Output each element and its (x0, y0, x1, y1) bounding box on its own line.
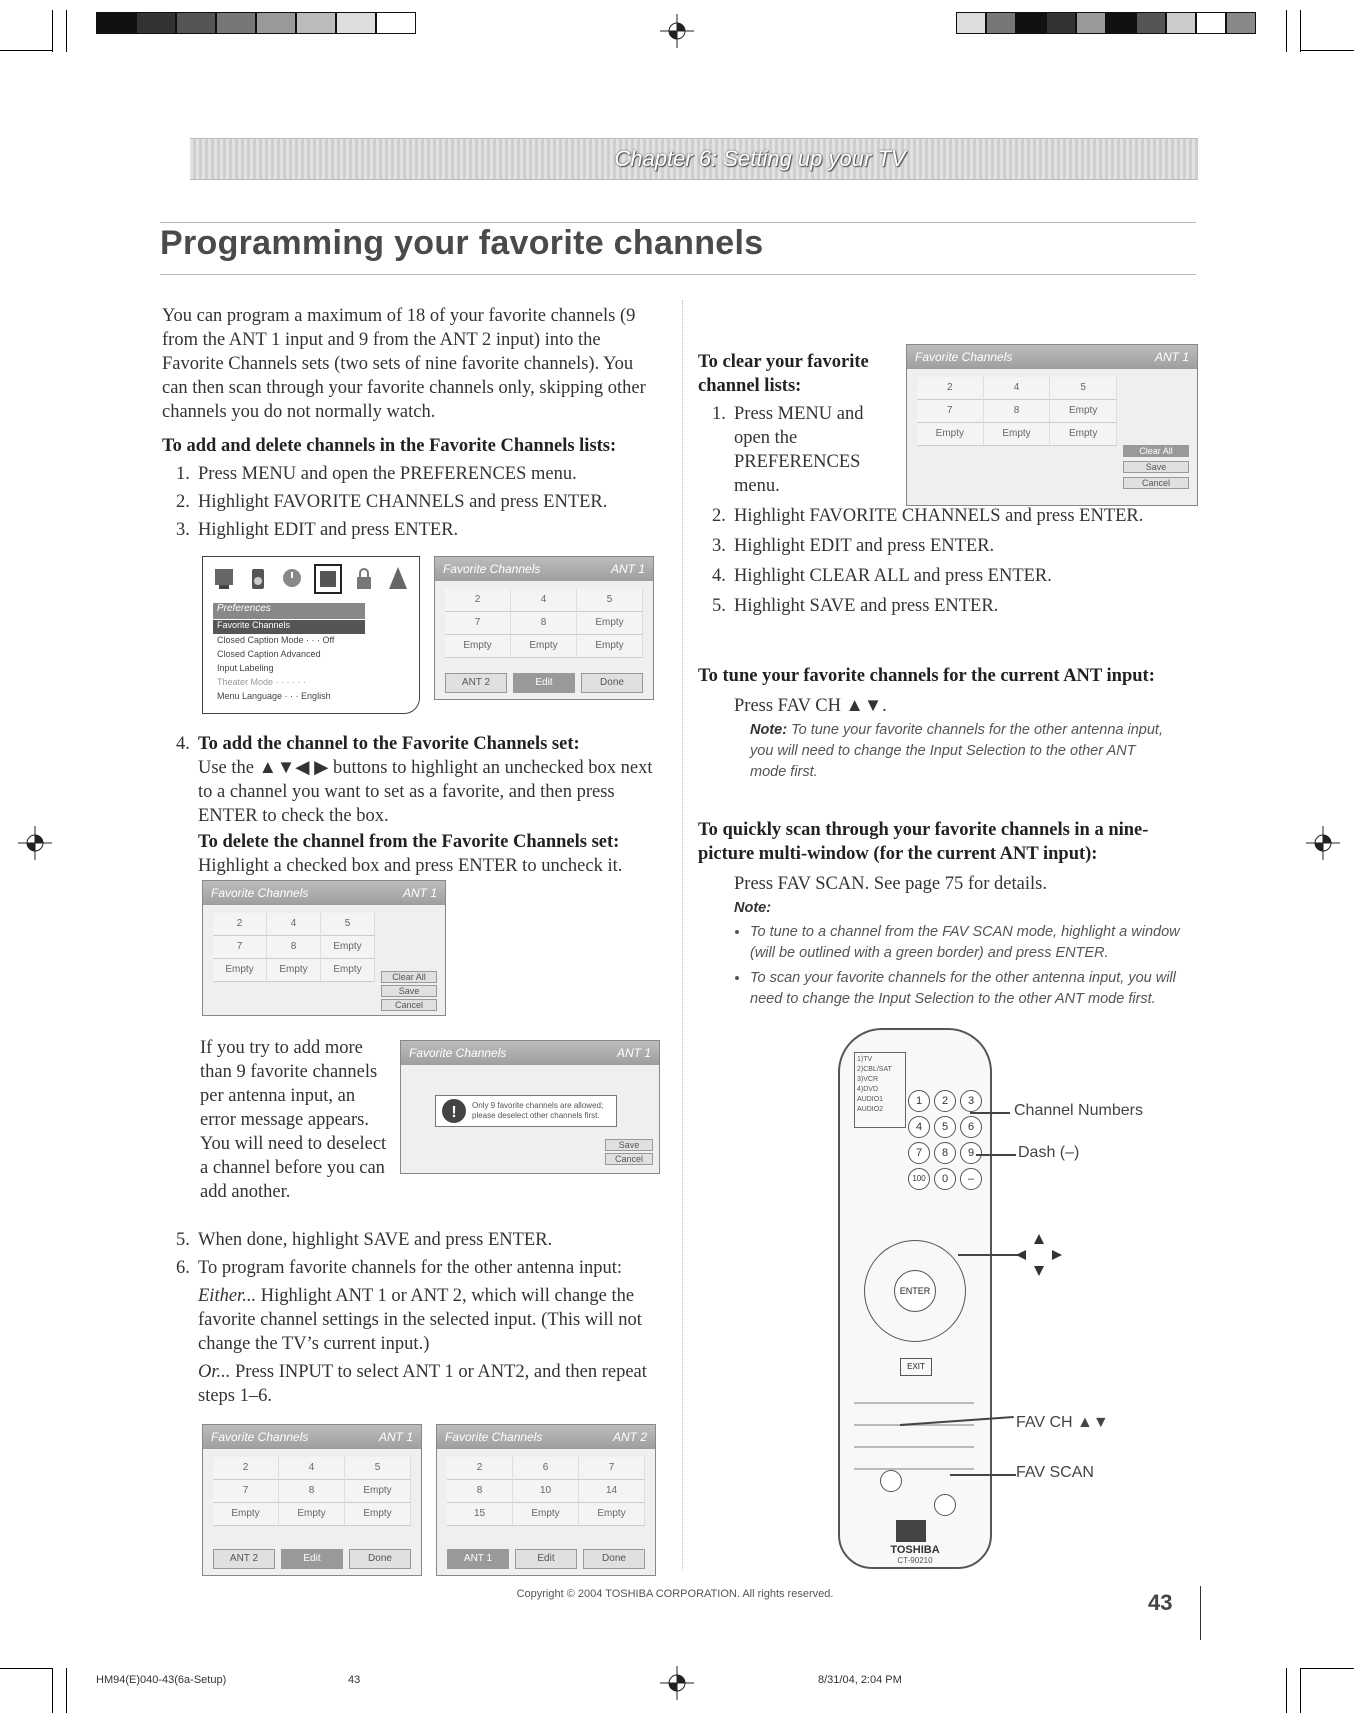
grid-cell[interactable]: 2 (213, 913, 267, 936)
warning-icon (440, 1097, 468, 1125)
menu-item-cc-advanced[interactable]: Closed Caption Advanced (217, 649, 321, 659)
step5-number: 5. (176, 1230, 190, 1250)
window-header (401, 1041, 659, 1065)
crop-mark-bl-v2 (66, 1668, 67, 1713)
menu-item-favorite-channels[interactable]: Favorite Channels (213, 620, 365, 634)
grid-cell[interactable]: 7 (917, 400, 984, 423)
grid-cell[interactable]: Empty (321, 959, 375, 982)
grid-cell[interactable]: 5 (577, 589, 643, 612)
list-item: 4. Highlight CLEAR ALL and press ENTER. (712, 566, 1052, 586)
grid-cell[interactable]: Empty (984, 423, 1051, 446)
rule-under-title (160, 274, 1196, 275)
grid-cell[interactable]: Empty (213, 1503, 279, 1526)
window-header (435, 557, 653, 581)
window-header (437, 1425, 655, 1449)
window-buttons (447, 1549, 645, 1569)
crop-mark-tl-v2 (66, 10, 67, 52)
step4-heading: To add the channel to the Favorite Channels set: (198, 734, 580, 754)
tune-note-text: To tune your favorite channels for the other antenna input, you will need to change the Input Selection to the other ANT mode first. (750, 722, 1163, 780)
transport-buttons (854, 1390, 974, 1470)
grid-cell[interactable]: Empty (1050, 423, 1117, 446)
grid-cell[interactable]: 2 (447, 1457, 513, 1480)
grid-cell[interactable]: Empty (267, 959, 321, 982)
crop-mark-tr (1300, 50, 1354, 51)
crop-mark-br (1300, 1668, 1354, 1669)
error-message: Only 9 favorite channels are allowed; please deselect other channels first. (472, 1101, 604, 1120)
step4-text: Use the ▲▼◀ ▶ buttons to highlight an unchecked box next to a channel you want to set as a favorite, and then press ENTER to check the box. (198, 758, 653, 826)
either-paragraph (198, 1284, 662, 1356)
grid-cell[interactable]: 8 (984, 400, 1051, 423)
ant2-button[interactable]: ANT 2 (213, 1549, 275, 1569)
slug-page: 43 (348, 1674, 361, 1686)
fav-ch-button[interactable] (880, 1470, 902, 1492)
cancel-button[interactable]: Cancel (605, 1153, 653, 1165)
grid-cell[interactable]: 2 (445, 589, 511, 612)
window-title: Favorite Channels (445, 1430, 543, 1444)
grid-cell[interactable]: Empty (279, 1503, 345, 1526)
crop-mark-tl (0, 50, 52, 51)
scan-heading: To quickly scan through your favorite channels in a nine-picture multi-window (for the current ANT input): (698, 820, 1149, 864)
ant2-button[interactable]: ANT 2 (445, 673, 507, 693)
grid-cell[interactable]: Empty (445, 635, 511, 658)
menu-item-theater-mode[interactable]: Theater Mode · · · · · · (217, 677, 307, 687)
grid-cell[interactable]: 6 (513, 1457, 579, 1480)
remote-key-6[interactable]: 6 (960, 1116, 982, 1138)
crop-mark-bl (0, 1668, 52, 1669)
menu-title: Preferences (213, 603, 365, 619)
scan-note-label: Note: (734, 900, 772, 916)
edit-button[interactable]: Edit (513, 673, 575, 693)
remote-key-2[interactable]: 2 (934, 1090, 956, 1112)
step4 (176, 732, 656, 878)
channel-grid (213, 913, 375, 982)
copyright: Copyright © 2004 TOSHIBA CORPORATION. All rights reserved. (516, 1588, 834, 1600)
list-item: 3. Highlight EDIT and press ENTER. (712, 536, 995, 556)
add-delete-steps (176, 462, 656, 542)
menu-item-cc-mode[interactable]: Closed Caption Mode · · · Off (217, 635, 335, 645)
window-ant-label: ANT 1 (402, 886, 437, 900)
remote-control (838, 1028, 992, 1569)
remote-key-8[interactable]: 8 (934, 1142, 956, 1164)
registration-target-right-icon (1306, 826, 1340, 860)
window-buttons (445, 673, 643, 693)
cancel-button[interactable]: Cancel (381, 999, 437, 1011)
fav-scan-button[interactable] (934, 1494, 956, 1516)
list-item: 1. Press MENU and open the PREFERENCES menu. (712, 404, 864, 496)
grid-cell[interactable]: 7 (213, 936, 267, 959)
grid-cell[interactable]: 7 (445, 612, 511, 635)
delete-text: Highlight a checked box and press ENTER to uncheck it. (198, 856, 623, 876)
menu-icon-row (211, 563, 411, 599)
page-number: 43 (1148, 1590, 1173, 1615)
step4-number: 4. (176, 734, 190, 754)
slug-file: HM94(E)040-43(6a-Setup) (96, 1674, 227, 1686)
remote-key-3[interactable]: 3 (960, 1090, 982, 1112)
done-button[interactable]: Done (349, 1549, 411, 1569)
crop-mark-bl-v (52, 1668, 53, 1713)
clear-heading: To clear your favorite channel lists: (698, 352, 869, 396)
callout-line-fav-scan (950, 1474, 1016, 1476)
tune-note (750, 720, 1170, 783)
list-item: 5. Highlight SAVE and press ENTER. (712, 596, 999, 616)
clear-all-button[interactable]: Clear All (381, 971, 437, 983)
grid-cell[interactable]: 5 (345, 1457, 411, 1480)
grid-cell[interactable]: 4 (267, 913, 321, 936)
callout-line-dash (976, 1154, 1016, 1156)
grid-cell[interactable]: Empty (345, 1503, 411, 1526)
grid-cell[interactable]: Empty (579, 1503, 645, 1526)
save-button[interactable]: Save (605, 1139, 653, 1151)
window-title: Favorite Channels (443, 562, 541, 576)
input-selector: 1)TV 2)CBL/SAT 3)VCR 4)DVD AUDIO1 AUDIO2 (854, 1052, 906, 1128)
callout-channel-numbers: Channel Numbers (1014, 1102, 1143, 1119)
remote-key-100[interactable]: 100 (908, 1168, 930, 1190)
list-item: 2. Highlight FAVORITE CHANNELS and press ENTER. (712, 506, 1144, 526)
done-button[interactable]: Done (583, 1549, 645, 1569)
window-ant-label: ANT 2 (612, 1430, 647, 1444)
crop-mark-tl-v (52, 10, 53, 52)
list-item (176, 1228, 662, 1252)
step6-text: To program favorite channels for the other antenna input: (198, 1258, 623, 1278)
grid-cell[interactable]: 4 (984, 377, 1051, 400)
window-title: Favorite Channels (915, 350, 1013, 364)
speaker-icon (245, 563, 271, 593)
grid-cell[interactable]: Empty (917, 423, 984, 446)
list-item (176, 1256, 662, 1408)
callout-line-channel-numbers (970, 1112, 1010, 1114)
page-title: Programming your favorite channels (160, 224, 764, 262)
window-ant-label: ANT 1 (378, 1430, 413, 1444)
step6-number: 6. (176, 1258, 190, 1278)
crop-mark-tr-v2 (1286, 10, 1287, 52)
cancel-button[interactable]: Cancel (1123, 477, 1189, 489)
either-label: Either... (198, 1286, 257, 1306)
slug-date: 8/31/04, 2:04 PM (818, 1674, 902, 1686)
scan-text: Press FAV SCAN. See page 75 for details. (734, 874, 1047, 894)
enter-button[interactable]: ENTER (894, 1270, 936, 1312)
error-dialog (435, 1095, 617, 1127)
callout-dash: Dash (–) (1018, 1144, 1080, 1161)
registration-target-icon (660, 14, 694, 48)
grid-cell[interactable]: Empty (577, 612, 643, 635)
crop-mark-br-v2 (1286, 1668, 1287, 1713)
grid-cell[interactable]: Empty (345, 1480, 411, 1503)
remote-key-5[interactable]: 5 (934, 1116, 956, 1138)
color-bar-right (956, 12, 1256, 34)
list-item: 3. Highlight EDIT and press ENTER. (176, 520, 459, 540)
remote-key-9[interactable]: 9 (960, 1142, 982, 1164)
callout-fav-scan: FAV SCAN (1016, 1464, 1094, 1481)
arrow-keys-icon (1014, 1232, 1064, 1278)
color-bar-left (96, 12, 416, 34)
window-ant-label: ANT 1 (610, 562, 645, 576)
done-button[interactable]: Done (581, 673, 643, 693)
window-buttons (213, 1549, 411, 1569)
window-header (203, 881, 445, 905)
rule-top (160, 222, 1196, 223)
crop-mark-tr-v (1300, 10, 1301, 52)
remote-key-1[interactable]: 1 (908, 1090, 930, 1112)
or-text: Press INPUT to select ANT 1 or ANT2, and then repeat steps 1–6. (198, 1362, 647, 1406)
list-item: • To tune to a channel from the FAV SCAN mode, highlight a window (will be outlined with a green border) and press ENTER. (750, 922, 1190, 964)
scan-note-bullets (734, 922, 1190, 1010)
grid-cell[interactable]: 8 (279, 1480, 345, 1503)
clear-steps (712, 402, 1192, 618)
grid-cell[interactable]: 15 (447, 1503, 513, 1526)
favorite-channels-window-a (434, 556, 654, 700)
edit-channels-window (202, 880, 446, 1016)
grid-cell[interactable]: Empty (213, 959, 267, 982)
callout-fav-ch: FAV CH ▲▼ (1016, 1414, 1109, 1431)
steps-5-6 (176, 1228, 662, 1408)
list-item: • To scan your favorite channels for the other antenna input, you will need to change the Input Selection to the other ANT mode first. (750, 968, 1190, 1010)
page-number-rule (1200, 1586, 1201, 1640)
or-paragraph (198, 1360, 662, 1408)
grid-cell[interactable]: 8 (267, 936, 321, 959)
save-button[interactable]: Save (1123, 461, 1189, 473)
crop-mark-br-v (1300, 1668, 1301, 1713)
channel-grid (445, 589, 643, 658)
or-label: Or... (198, 1362, 231, 1382)
more-channels-text: If you try to add more than 9 favorite channels per antenna input, an error message appears. You will need to deselect a channel before you can add another. (200, 1038, 387, 1202)
edit-button[interactable]: Edit (515, 1549, 577, 1569)
preferences-menu-screenshot (202, 556, 420, 714)
menu-item-input-labeling[interactable]: Input Labeling (217, 663, 274, 673)
column-divider (682, 300, 683, 1570)
favorite-channels-window-ant1 (202, 1424, 422, 1576)
add-delete-heading: To add and delete channels in the Favorite Channels lists: (162, 436, 617, 456)
channel-grid (213, 1457, 411, 1526)
grid-cell[interactable]: 2 (917, 377, 984, 400)
brand-logo: TOSHIBA (890, 1544, 940, 1556)
grid-cell[interactable]: 10 (513, 1480, 579, 1503)
list-item: 1. Press MENU and open the PREFERENCES menu. (176, 464, 577, 484)
grid-cell[interactable]: Empty (513, 1503, 579, 1526)
channel-grid (447, 1457, 645, 1526)
list-item: 2. Highlight FAVORITE CHANNELS and press ENTER. (176, 492, 608, 512)
model-number: CT-90210 (897, 1556, 933, 1565)
chapter-title: Chapter 6: Setting up your TV (614, 146, 906, 171)
step5-text: When done, highlight SAVE and press ENTER. (198, 1230, 553, 1250)
clear-all-button[interactable]: Clear All (1123, 445, 1189, 457)
grid-cell[interactable]: Empty (1050, 400, 1117, 423)
registration-target-bottom-icon (660, 1666, 694, 1700)
grid-cell[interactable]: Empty (577, 635, 643, 658)
grid-cell[interactable]: 4 (279, 1457, 345, 1480)
list-item (176, 732, 656, 878)
svg-text:!: ! (451, 1104, 457, 1121)
delete-heading: To delete the channel from the Favorite Channels set: (198, 832, 620, 852)
grid-cell[interactable]: 7 (213, 1480, 279, 1503)
window-header (907, 345, 1197, 369)
window-ant-label: ANT 1 (1154, 350, 1189, 364)
tune-heading: To tune your favorite channels for the current ANT input: (698, 666, 1155, 686)
setup-icon (385, 563, 411, 593)
grid-cell[interactable]: Empty (321, 936, 375, 959)
remote-key-dash[interactable]: – (960, 1168, 982, 1190)
tv-guide-logo (896, 1520, 926, 1542)
edit-button[interactable]: Edit (281, 1549, 343, 1569)
grid-cell[interactable]: 4 (511, 589, 577, 612)
window-ant-label: ANT 1 (616, 1046, 651, 1060)
intro-paragraph: You can program a maximum of 18 of your favorite channels (9 from the ANT 1 input and 9 from the ANT 2 input) into the Favorite Channels sets (two sets of nine favorite channels). You can then scan through your favorite channels only, skipping other channels you do not normally watch. (162, 306, 646, 422)
remote-key-4[interactable]: 4 (908, 1116, 930, 1138)
grid-cell[interactable]: 5 (1050, 377, 1117, 400)
grid-cell[interactable]: 8 (447, 1480, 513, 1503)
lock-icon (351, 563, 377, 593)
preferences-icon (313, 563, 343, 595)
window-title: Favorite Channels (409, 1046, 507, 1060)
remote-key-7[interactable]: 7 (908, 1142, 930, 1164)
menu-item-menu-language[interactable]: Menu Language · · · English (217, 691, 331, 701)
window-header (203, 1425, 421, 1449)
tune-text: Press FAV CH ▲▼. (734, 696, 887, 716)
grid-cell[interactable]: 14 (579, 1480, 645, 1503)
tune-note-label: Note: (750, 722, 788, 738)
window-title: Favorite Channels (211, 1430, 309, 1444)
window-title: Favorite Channels (211, 886, 309, 900)
favorite-channels-window-ant2 (436, 1424, 656, 1576)
remote-key-0[interactable]: 0 (934, 1168, 956, 1190)
grid-cell[interactable]: 2 (213, 1457, 279, 1480)
exit-button[interactable]: EXIT (900, 1358, 932, 1376)
grid-cell[interactable]: 8 (511, 612, 577, 635)
error-window (400, 1040, 660, 1174)
grid-cell[interactable]: 7 (579, 1457, 645, 1480)
ant1-button[interactable]: ANT 1 (447, 1549, 509, 1569)
callout-line-arrows (958, 1254, 1018, 1256)
registration-target-left-icon (18, 826, 52, 860)
grid-cell[interactable]: 5 (321, 913, 375, 936)
save-button[interactable]: Save (381, 985, 437, 997)
clock-icon (279, 563, 305, 593)
monitor-icon (211, 563, 237, 593)
grid-cell[interactable]: Empty (511, 635, 577, 658)
either-text: Highlight ANT 1 or ANT 2, which will change the favorite channel settings in the selected input. (This will not change the TV’s current input.) (198, 1286, 642, 1354)
